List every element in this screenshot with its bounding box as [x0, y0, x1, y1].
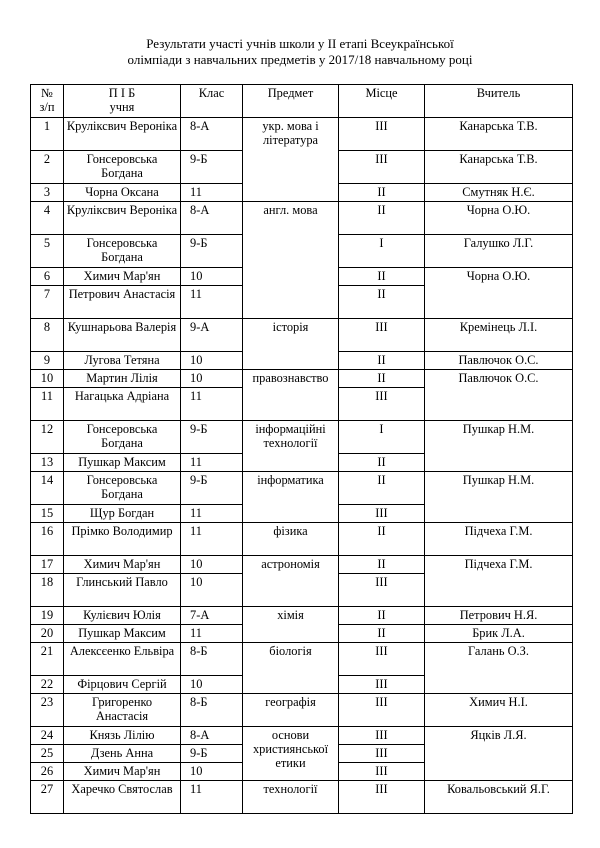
cell-klas: 8-А: [181, 118, 243, 151]
cell-num: 8: [31, 319, 64, 352]
cell-pib: Щур Богдан: [64, 505, 181, 523]
cell-klas: 10: [181, 352, 243, 370]
cell-num: 16: [31, 523, 64, 556]
cell-num: 27: [31, 781, 64, 814]
cell-klas: 9-Б: [181, 472, 243, 505]
cell-num: 3: [31, 184, 64, 202]
cell-subject: інформатика: [243, 472, 339, 523]
cell-pib: Химич Мар'ян: [64, 556, 181, 574]
cell-place: І: [339, 235, 425, 268]
cell-subject: основи християнської етики: [243, 727, 339, 781]
cell-pib: Кушнарьова Валерія: [64, 319, 181, 352]
cell-place: ІІІ: [339, 676, 425, 694]
table-row: [31, 556, 573, 574]
cell-teacher: Підчеха Г.М.: [425, 523, 573, 556]
cell-teacher: Галань О.З.: [425, 643, 573, 694]
cell-num: 7: [31, 286, 64, 319]
cell-subject: історія: [243, 319, 339, 370]
title-line-1: Результати участі учнів школи у ІІ етапі Всеукраїнської: [146, 36, 454, 51]
cell-num: 2: [31, 151, 64, 184]
header-pib: П І Б учня: [64, 85, 181, 118]
cell-klas: 11: [181, 505, 243, 523]
table-row: [31, 781, 573, 814]
cell-pib: Фірцович Сергій: [64, 676, 181, 694]
cell-klas: 8-Б: [181, 643, 243, 676]
cell-klas: 11: [181, 286, 243, 319]
cell-teacher: Петрович Н.Я.: [425, 607, 573, 625]
cell-place: ІІІ: [339, 388, 425, 421]
cell-pib: Химич Мар'ян: [64, 268, 181, 286]
header-subject: Предмет: [243, 85, 339, 118]
cell-teacher: Канарська Т.В.: [425, 151, 573, 184]
cell-subject: технології: [243, 781, 339, 814]
cell-subject: укр. мова і література: [243, 118, 339, 202]
cell-num: 4: [31, 202, 64, 235]
table-row: [31, 421, 573, 454]
cell-klas: 10: [181, 556, 243, 574]
cell-teacher: Канарська Т.В.: [425, 118, 573, 151]
cell-klas: 9-Б: [181, 745, 243, 763]
cell-teacher: Павлючок О.С.: [425, 352, 573, 370]
cell-place: ІІІ: [339, 781, 425, 814]
cell-place: ІІ: [339, 523, 425, 556]
cell-place: ІІІ: [339, 574, 425, 607]
cell-num: 6: [31, 268, 64, 286]
cell-teacher: Кремінець Л.І.: [425, 319, 573, 352]
cell-teacher: Смутняк Н.Є.: [425, 184, 573, 202]
cell-place: ІІ: [339, 472, 425, 505]
cell-pib: Алексєенко Ельвіра: [64, 643, 181, 676]
cell-klas: 10: [181, 574, 243, 607]
cell-place: ІІІ: [339, 643, 425, 676]
cell-num: 19: [31, 607, 64, 625]
cell-num: 12: [31, 421, 64, 454]
cell-teacher: Брик Л.А.: [425, 625, 573, 643]
cell-subject: біологія: [243, 643, 339, 694]
cell-place: ІІ: [339, 454, 425, 472]
cell-teacher: Химич Н.І.: [425, 694, 573, 727]
cell-klas: 10: [181, 370, 243, 388]
cell-pib: Лугова Тетяна: [64, 352, 181, 370]
table-row: [31, 523, 573, 556]
cell-pib: Пушкар Максим: [64, 625, 181, 643]
cell-klas: 11: [181, 625, 243, 643]
cell-subject: географія: [243, 694, 339, 727]
cell-teacher: Пушкар Н.М.: [425, 472, 573, 523]
cell-subject: англ. мова: [243, 202, 339, 319]
cell-klas: 10: [181, 676, 243, 694]
cell-place: ІІ: [339, 625, 425, 643]
cell-pib: Круліксвич Вероніка: [64, 118, 181, 151]
cell-klas: 11: [181, 781, 243, 814]
cell-pib: Дзень Анна: [64, 745, 181, 763]
cell-place: ІІІ: [339, 118, 425, 151]
cell-num: 11: [31, 388, 64, 421]
cell-klas: 11: [181, 523, 243, 556]
cell-klas: 8-А: [181, 202, 243, 235]
cell-pib: Гонсеровська Богдана: [64, 235, 181, 268]
cell-teacher: Галушко Л.Г.: [425, 235, 573, 268]
cell-pib: Глинський Павло: [64, 574, 181, 607]
title-line-2: олімпіади з навчальних предметів у 2017/18 навчальному році: [127, 52, 473, 67]
cell-klas: 9-Б: [181, 151, 243, 184]
results-table: [30, 84, 573, 814]
cell-place: ІІІ: [339, 151, 425, 184]
cell-place: І: [339, 421, 425, 454]
cell-klas: 9-А: [181, 319, 243, 352]
cell-pib: Гонсеровська Богдана: [64, 472, 181, 505]
cell-place: ІІ: [339, 556, 425, 574]
cell-klas: 9-Б: [181, 421, 243, 454]
cell-place: ІІ: [339, 352, 425, 370]
cell-place: ІІІ: [339, 319, 425, 352]
cell-klas: 10: [181, 763, 243, 781]
header-teacher: Вчитель: [425, 85, 573, 118]
cell-klas: 8-Б: [181, 694, 243, 727]
cell-num: 14: [31, 472, 64, 505]
cell-subject: хімія: [243, 607, 339, 643]
cell-klas: 10: [181, 268, 243, 286]
cell-pib: Гонсеровська Богдана: [64, 421, 181, 454]
cell-teacher: Ковальовський Я.Г.: [425, 781, 573, 814]
cell-place: ІІ: [339, 607, 425, 625]
cell-pib: Князь Лілію: [64, 727, 181, 745]
cell-num: 21: [31, 643, 64, 676]
document-title: [30, 36, 570, 68]
cell-num: 26: [31, 763, 64, 781]
cell-pib: Кулієвич Юлія: [64, 607, 181, 625]
cell-num: 20: [31, 625, 64, 643]
cell-place: ІІІ: [339, 745, 425, 763]
cell-num: 10: [31, 370, 64, 388]
table-row: [31, 472, 573, 505]
cell-klas: 8-А: [181, 727, 243, 745]
cell-place: ІІІ: [339, 727, 425, 745]
cell-place: ІІІ: [339, 694, 425, 727]
table-row: [31, 694, 573, 727]
cell-klas: 9-Б: [181, 235, 243, 268]
cell-teacher: Підчеха Г.М.: [425, 556, 573, 607]
cell-place: ІІІ: [339, 505, 425, 523]
cell-place: ІІ: [339, 286, 425, 319]
cell-pib: Петрович Анастасія: [64, 286, 181, 319]
cell-pib: Круліксвич Вероніка: [64, 202, 181, 235]
cell-num: 17: [31, 556, 64, 574]
cell-place: ІІ: [339, 370, 425, 388]
table-row: [31, 118, 573, 151]
cell-subject: інформаційні технології: [243, 421, 339, 472]
cell-pib: Харечко Святослав: [64, 781, 181, 814]
cell-teacher: Чорна О.Ю.: [425, 268, 573, 319]
cell-subject: астрономія: [243, 556, 339, 607]
cell-klas: 11: [181, 454, 243, 472]
cell-subject: фізика: [243, 523, 339, 556]
table-row: [31, 643, 573, 676]
cell-num: 5: [31, 235, 64, 268]
cell-num: 1: [31, 118, 64, 151]
cell-pib: Мартин Лілія: [64, 370, 181, 388]
cell-num: 25: [31, 745, 64, 763]
cell-pib: Григоренко Анастасія: [64, 694, 181, 727]
cell-pib: Химич Мар'ян: [64, 763, 181, 781]
cell-klas: 7-А: [181, 607, 243, 625]
header-klas: Клас: [181, 85, 243, 118]
cell-pib: Пушкар Максим: [64, 454, 181, 472]
cell-teacher: Пушкар Н.М.: [425, 421, 573, 472]
cell-num: 23: [31, 694, 64, 727]
cell-num: 18: [31, 574, 64, 607]
cell-num: 22: [31, 676, 64, 694]
cell-klas: 11: [181, 184, 243, 202]
table-row: [31, 727, 573, 745]
cell-num: 13: [31, 454, 64, 472]
cell-place: ІІ: [339, 202, 425, 235]
table-header-row: [31, 85, 573, 118]
cell-num: 15: [31, 505, 64, 523]
cell-place: ІІІ: [339, 763, 425, 781]
cell-teacher: Чорна О.Ю.: [425, 202, 573, 235]
table-row: [31, 319, 573, 352]
cell-pib: Чорна Оксана: [64, 184, 181, 202]
cell-klas: 11: [181, 388, 243, 421]
cell-subject: правознавство: [243, 370, 339, 421]
table-row: [31, 370, 573, 388]
table-row: [31, 607, 573, 625]
cell-num: 9: [31, 352, 64, 370]
cell-pib: Прімко Володимир: [64, 523, 181, 556]
cell-teacher: Павлючок О.С.: [425, 370, 573, 421]
cell-pib: Гонсеровська Богдана: [64, 151, 181, 184]
cell-pib: Нагацька Адріана: [64, 388, 181, 421]
cell-teacher: Яцків Л.Я.: [425, 727, 573, 781]
table-row: [31, 202, 573, 235]
header-num: № з/п: [31, 85, 64, 118]
cell-num: 24: [31, 727, 64, 745]
cell-place: ІІ: [339, 184, 425, 202]
header-place: Місце: [339, 85, 425, 118]
cell-place: ІІ: [339, 268, 425, 286]
